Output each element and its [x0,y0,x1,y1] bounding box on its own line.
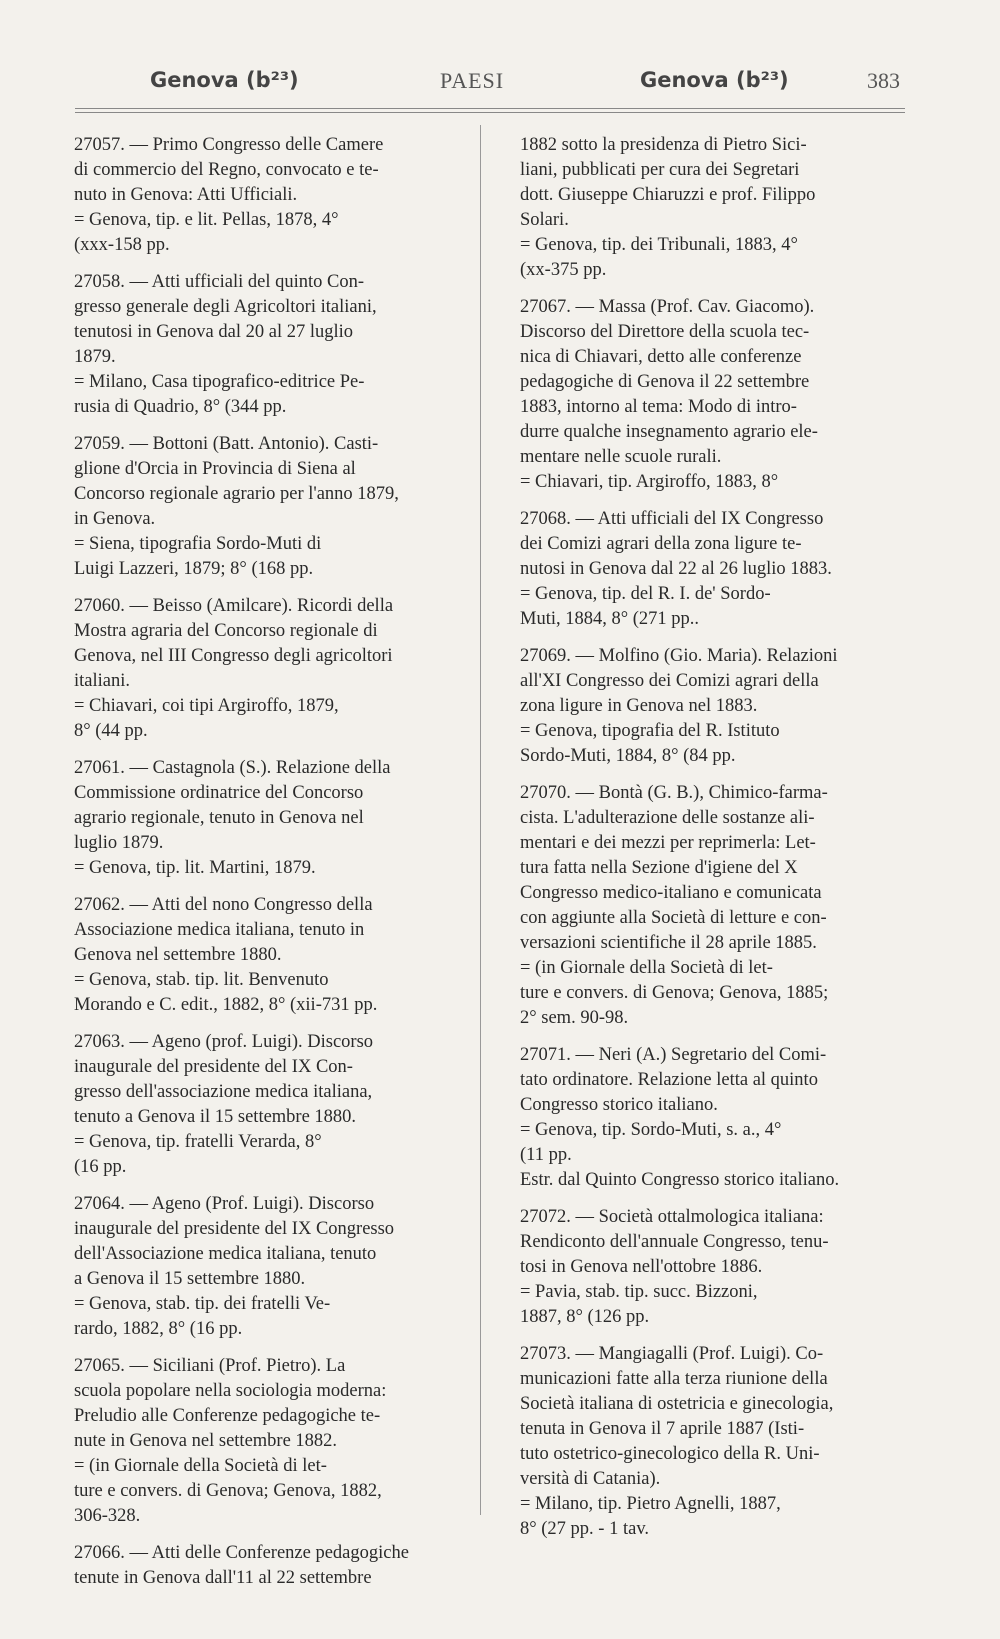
entry-line: gresso dell'associazione medica italiana, [74,1082,373,1102]
catalog-entry [520,1043,900,1193]
entry-line: dell'Associazione medica italiana, tenuto [74,1244,377,1264]
entry-line: = Genova, tip. del R. I. de' Sordo- [520,584,771,604]
entry-line: luglio 1879. [74,833,164,853]
entry-line: Preludio alle Conferenze pedagogiche te- [74,1406,381,1426]
catalog-entry [520,644,900,769]
entry-line: = Genova, stab. tip. lit. Benvenuto [74,970,329,990]
entry-line: 27061. — Castagnola (S.). Relazione della [74,758,391,778]
entry-line: tenuto a Genova il 15 settembre 1880. [74,1107,357,1127]
catalog-entry [74,1192,469,1342]
header-right: Genova (b²³) [640,68,789,92]
entry-line: agrario regionale, tenuto in Genova nel [74,808,364,828]
entry-line: = Genova, tip. Sordo-Muti, s. a., 4° [520,1120,782,1140]
entry-line: = Genova, tip. fratelli Verarda, 8° [74,1132,322,1152]
catalog-entry [520,507,900,632]
entry-line: Solari. [520,210,569,230]
entry-line: 27068. — Atti ufficiali del IX Congresso [520,509,824,529]
catalog-entry [520,295,900,495]
catalog-entry [520,1205,900,1330]
entry-line: Genova, nel III Congresso degli agricoltori [74,646,393,666]
entry-line: 27071. — Neri (A.) Segretario del Comi- [520,1045,827,1065]
entry-line: Genova nel settembre 1880. [74,945,282,965]
entry-line: tura fatta nella Sezione d'igiene del X [520,858,798,878]
entry-line: 27062. — Atti del nono Congresso della [74,895,373,915]
entry-line: inaugurale del presidente del IX Con- [74,1057,353,1077]
entry-line: 27072. — Società ottalmologica italiana: [520,1207,824,1227]
entry-line: = Milano, Casa tipografico-editrice Pe- [74,372,365,392]
entry-line: (xxx-158 pp. [74,235,170,255]
header-rule-secondary [75,112,905,113]
entry-line: Sordo-Muti, 1884, 8° (84 pp. [520,746,736,766]
entry-line: Rendiconto dell'annuale Congresso, tenu- [520,1232,829,1252]
header-center: PAESI [440,68,505,93]
catalog-entry [74,1030,469,1180]
entry-line: = Genova, stab. tip. dei fratelli Ve- [74,1294,331,1314]
entry-line: 27065. — Siciliani (Prof. Pietro). La [74,1356,346,1376]
entry-line: = Chiavari, tip. Argiroffo, 1883, 8° [520,472,779,492]
entry-line: Associazione medica italiana, tenuto in [74,920,365,940]
entry-line: scuola popolare nella sociologia moderna: [74,1381,387,1401]
entry-line: ture e convers. di Genova; Genova, 1882, [74,1481,382,1501]
entry-line: 8° (44 pp. [74,721,148,741]
entry-line: 27059. — Bottoni (Batt. Antonio). Casti- [74,434,379,454]
entry-line: nuto in Genova: Atti Ufficiali. [74,185,298,205]
entry-line: Commissione ordinatrice del Concorso [74,783,364,803]
entry-line: 1879. [74,347,116,367]
entry-line: glione d'Orcia in Provincia di Siena al [74,459,356,479]
entry-line: mentari e dei mezzi per reprimerla: Let- [520,833,816,853]
entry-line: = Genova, tipografia del R. Istituto [520,721,780,741]
catalog-entry [74,893,469,1018]
entry-line: tenuta in Genova il 7 aprile 1887 (Isti- [520,1419,805,1439]
entry-line: 27060. — Beisso (Amilcare). Ricordi della [74,596,394,616]
entry-line: tuto ostetrico-ginecologico della R. Uni- [520,1444,820,1464]
entry-line: = Siena, tipografia Sordo-Muti di [74,534,322,554]
column-divider [480,125,481,1515]
entry-line: tosi in Genova nell'ottobre 1886. [520,1257,763,1277]
entry-line: tato ordinatore. Relazione letta al quinto [520,1070,818,1090]
entry-line: durre qualche insegnamento agrario ele- [520,422,818,442]
entry-line: cista. L'adulterazione delle sostanze ali- [520,808,815,828]
entry-line: nutosi in Genova dal 22 al 26 luglio 1883. [520,559,832,579]
entry-line: rardo, 1882, 8° (16 pp. [74,1319,243,1339]
entry-line: Società italiana di ostetricia e ginecologia, [520,1394,834,1414]
entry-line: 27058. — Atti ufficiali del quinto Con- [74,272,364,292]
entry-line: 27070. — Bontà (G. B.), Chimico-farma- [520,783,828,803]
catalog-entry [74,1541,469,1591]
entry-line: versazioni scientifiche il 28 aprile 1885. [520,933,817,953]
entry-line: all'XI Congresso dei Comizi agrari della [520,671,819,691]
entry-line: tenute in Genova dall'11 al 22 settembre [74,1568,372,1588]
entry-line: 8° (27 pp. - 1 tav. [520,1519,649,1539]
entry-line: 2° sem. 90-98. [520,1008,629,1028]
entry-line: con aggiunte alla Società di letture e con- [520,908,827,928]
entry-line: = (in Giornale della Società di let- [74,1456,327,1476]
catalog-entry [74,756,469,881]
entry-line: nute in Genova nel settembre 1882. [74,1431,338,1451]
entry-line: italiani. [74,671,130,691]
entry-line: 1887, 8° (126 pp. [520,1307,650,1327]
catalog-entry [520,781,900,1031]
catalog-entry [520,1342,900,1542]
entry-line: dott. Giuseppe Chiaruzzi e prof. Filippo [520,185,816,205]
page-header [150,68,900,108]
entry-line: Mostra agraria del Concorso regionale di [74,621,378,641]
entry-line: versità di Catania). [520,1469,661,1489]
entry-line: 27069. — Molfino (Gio. Maria). Relazioni [520,646,838,666]
entry-line: dei Comizi agrari della zona ligure te- [520,534,802,554]
entry-line: 1883, intorno al tema: Modo di intro- [520,397,797,417]
catalog-entry [520,133,900,283]
entry-line: di commercio del Regno, convocato e te- [74,160,379,180]
entry-line: in Genova. [74,509,156,529]
catalog-entry [74,133,469,258]
entry-line: Muti, 1884, 8° (271 pp.. [520,609,700,629]
entry-line: a Genova il 15 settembre 1880. [74,1269,306,1289]
entry-line: rusia di Quadrio, 8° (344 pp. [74,397,287,417]
entry-line: Discorso del Direttore della scuola tec- [520,322,810,342]
entry-line: = Pavia, stab. tip. succ. Bizzoni, [520,1282,758,1302]
catalog-entry [74,594,469,744]
entry-line: nica di Chiavari, detto alle conferenze [520,347,802,367]
entry-line: tenutosi in Genova dal 20 al 27 luglio [74,322,353,342]
entry-line: = (in Giornale della Società di let- [520,958,773,978]
entry-line: 27063. — Ageno (prof. Luigi). Discorso [74,1032,374,1052]
entry-line: 27066. — Atti delle Conferenze pedagogiche [74,1543,409,1563]
entry-line: Congresso medico-italiano e comunicata [520,883,822,903]
entry-line: 27057. — Primo Congresso delle Camere [74,135,384,155]
entry-line: zona ligure in Genova nel 1883. [520,696,758,716]
catalog-entry [74,1354,469,1529]
entry-line: Morando e C. edit., 1882, 8° (xii-731 pp. [74,995,378,1015]
entry-line: = Genova, tip. dei Tribunali, 1883, 4° [520,235,798,255]
page-number: 383 [867,68,900,93]
entry-line: = Milano, tip. Pietro Agnelli, 1887, [520,1494,781,1514]
entry-line: 306-328. [74,1506,141,1526]
catalog-entry [74,270,469,420]
entry-line: mentare nelle scuole rurali. [520,447,722,467]
entry-line: liani, pubblicati per cura dei Segretari [520,160,800,180]
entry-line: Estr. dal Quinto Congresso storico italiano. [520,1170,840,1190]
header-rule [75,108,905,109]
left-column [74,133,469,1603]
entry-line: (xx-375 pp. [520,260,607,280]
catalog-entry [74,432,469,582]
entry-line: municazioni fatte alla terza riunione della [520,1369,828,1389]
entry-line: 27073. — Mangiagalli (Prof. Luigi). Co- [520,1344,824,1364]
entry-line: Congresso storico italiano. [520,1095,718,1115]
entry-line: 27067. — Massa (Prof. Cav. Giacomo). [520,297,815,317]
entry-line: ture e convers. di Genova; Genova, 1885; [520,983,829,1003]
entry-line: gresso generale degli Agricoltori italiani, [74,297,377,317]
entry-line: pedagogiche di Genova il 22 settembre [520,372,810,392]
entry-line: inaugurale del presidente del IX Congresso [74,1219,395,1239]
header-left: Genova (b²³) [150,68,299,92]
entry-line: = Genova, tip. e lit. Pellas, 1878, 4° [74,210,339,230]
entry-line: (16 pp. [74,1157,127,1177]
entry-line: = Chiavari, coi tipi Argiroffo, 1879, [74,696,339,716]
entry-line: = Genova, tip. lit. Martini, 1879. [74,858,316,878]
entry-line: Luigi Lazzeri, 1879; 8° (168 pp. [74,559,314,579]
entry-line: (11 pp. [520,1145,572,1165]
right-column [520,133,900,1554]
entry-line: 27064. — Ageno (Prof. Luigi). Discorso [74,1194,375,1214]
entry-line: Concorso regionale agrario per l'anno 1879, [74,484,399,504]
entry-line: 1882 sotto la presidenza di Pietro Sici- [520,135,807,155]
